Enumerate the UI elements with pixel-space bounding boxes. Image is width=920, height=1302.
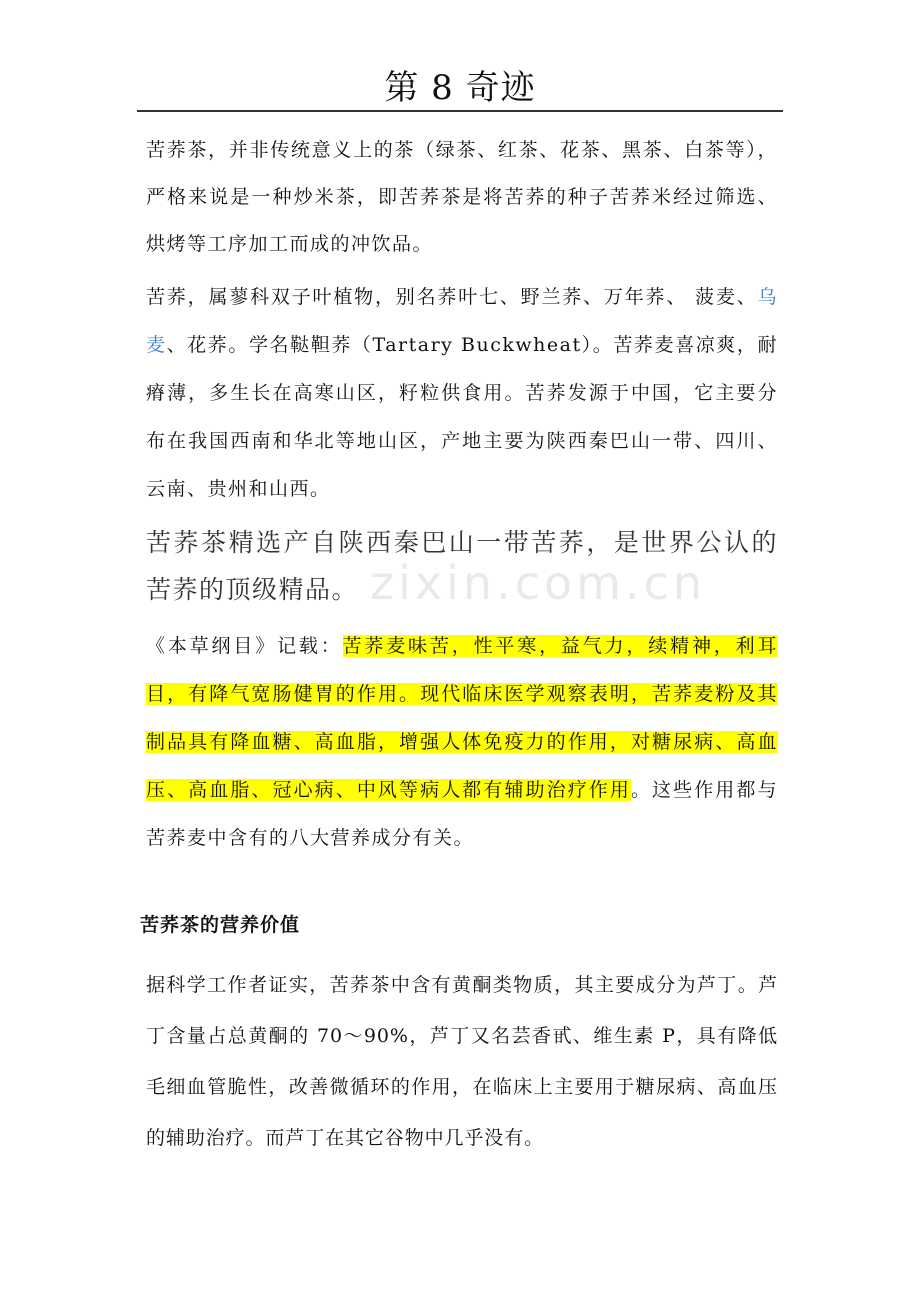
section-heading-nutrition: 苦荞茶的营养价值 bbox=[140, 914, 301, 936]
paragraph-nutrition: 据科学工作者证实，苦荞茶中含有黄酮类物质，其主要成分为芦丁。芦丁含量占总黄酮的 70～90%，芦丁又名芸香甙、维生素 P，具有降低毛细血管脆性，改善微循环的作用，在临床上主要用于糖尿病、高血压的辅助治疗。而芦丁在其它谷物中几乎没有。 bbox=[146, 974, 778, 1149]
wumai-link[interactable]: 乌麦 bbox=[146, 286, 778, 356]
header-divider bbox=[137, 110, 783, 112]
paragraph-bencao-prefix: 《本草纲目》记载： bbox=[146, 635, 343, 657]
page-title: 第 8 奇迹 bbox=[384, 68, 536, 108]
paragraph-botany bbox=[146, 273, 778, 513]
paragraph-botany-text-end: 、花荞。学名鞑靼荞（Tartary Buckwheat）。苦荞麦喜凉爽，耐瘠薄，多生长在高寒山区，籽粒供食用。苦荞发源于中国，它主要分布在我国西南和华北等地山区，产地主要为陕西秦巴山一带、四川、云南、贵州和山西。 bbox=[146, 334, 778, 500]
paragraph-botany-text-start: 苦荞，属蓼科双子叶植物，别名荞叶七、野兰荞、万年荞、 菠麦、 bbox=[146, 286, 758, 308]
watermark: zixin.com.cn bbox=[370, 556, 707, 610]
paragraph-intro: 苦荞茶，并非传统意义上的茶（绿茶、红茶、花茶、黑茶、白茶等），严格来说是一种炒米茶，即苦荞茶是将苦荞的种子苦荞米经过筛选、烘烤等工序加工而成的冲饮品。 bbox=[146, 139, 778, 255]
paragraph-selection: 苦荞茶精选产自陕西秦巴山一带苦荞，是世界公认的苦荞的顶级精品。 bbox=[146, 528, 778, 604]
paragraph-bencao-suffix: 。这些作用都与苦荞麦中含有的八大营养成分有关。 bbox=[146, 779, 778, 849]
highlighted-quote: 苦荞麦味苦，性平寒，益气力，续精神，利耳目，有降气宽肠健胃的作用。现代临床医学观察表明，苦荞麦粉及其制品具有降血糖、高血脂，增强人体免疫力的作用，对糖尿病、高血压、高血脂、冠心病、中风等病人都有辅助治疗作用 bbox=[146, 635, 778, 801]
paragraph-bencao bbox=[146, 622, 778, 862]
